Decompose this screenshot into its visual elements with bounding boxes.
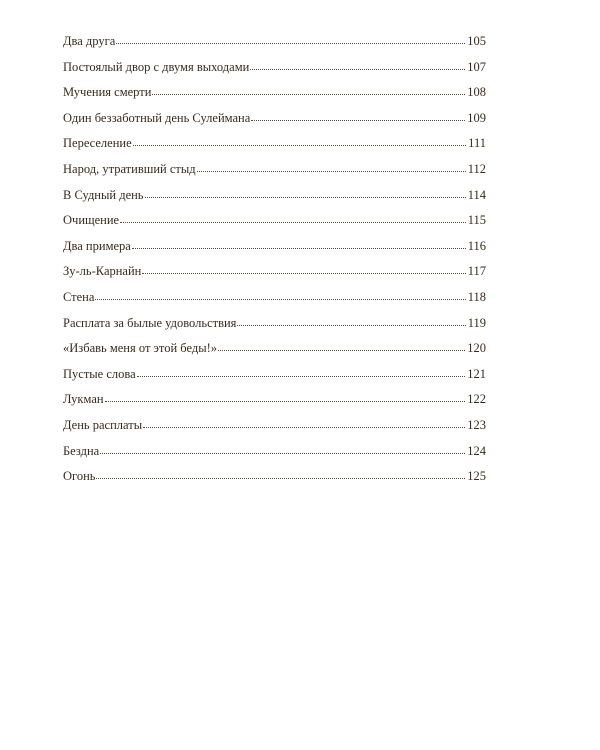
toc-entry-title: Стена	[63, 289, 95, 304]
toc-entry	[63, 59, 486, 85]
toc-entry-page-number: 111	[468, 136, 486, 151]
toc-entry-title: Два друга	[63, 34, 116, 48]
toc-entry	[63, 315, 486, 341]
toc-entry-page-number: 121	[467, 366, 486, 381]
toc-entry-page-number: 119	[467, 315, 486, 330]
toc-entry	[63, 135, 486, 161]
toc-entry	[63, 468, 486, 494]
toc-entry-title: В Судный день	[63, 187, 144, 202]
toc-entry-page-number: 125	[467, 469, 486, 484]
toc-dot-leader	[96, 468, 465, 480]
toc-dot-leader	[145, 187, 466, 199]
toc-entry-title: Лукман	[63, 392, 104, 407]
toc-entry	[63, 161, 486, 187]
toc-dot-leader	[152, 84, 465, 96]
toc-dot-leader	[143, 417, 465, 429]
toc-entry-title: Бездна	[63, 443, 100, 458]
toc-entry-page-number: 115	[467, 213, 486, 228]
toc-entry	[63, 417, 486, 443]
toc-entry-page-number: 124	[467, 443, 486, 458]
toc-entry-title: Два примера	[63, 238, 131, 253]
toc-entry-page-number: 109	[467, 110, 486, 125]
toc-entry	[63, 212, 486, 238]
toc-entry	[63, 366, 486, 392]
toc-dot-leader	[100, 443, 465, 455]
toc-entry-title: Постоялый двор с двумя выходами	[63, 59, 250, 74]
toc-entry	[63, 289, 486, 315]
toc-dot-leader	[218, 340, 465, 352]
toc-entry-title: Один беззаботный день Сулеймана	[63, 110, 251, 125]
toc-entry-title: Очищение	[63, 213, 120, 228]
toc-entry-page-number: 108	[467, 85, 486, 100]
toc-dot-leader	[137, 366, 466, 378]
toc-entry-title: Мучения смерти	[63, 85, 152, 100]
toc-entry	[63, 84, 486, 110]
toc-entry	[63, 110, 486, 136]
toc-dot-leader	[197, 161, 466, 173]
toc-entry	[63, 443, 486, 469]
toc-dot-leader	[105, 391, 466, 403]
toc-entry-page-number: 117	[467, 264, 486, 279]
toc-entry-page-number: 120	[467, 341, 486, 356]
toc-entry-page-number: 105	[467, 34, 486, 48]
toc-entry-title: Огонь	[63, 469, 96, 484]
toc-entry	[63, 33, 486, 59]
toc-dot-leader	[251, 110, 465, 122]
table-of-contents	[63, 33, 486, 494]
toc-entry-page-number: 116	[467, 238, 486, 253]
toc-entry-title: День расплаты	[63, 417, 143, 432]
toc-dot-leader	[116, 33, 465, 45]
toc-entry	[63, 187, 486, 213]
toc-entry	[63, 391, 486, 417]
toc-dot-leader	[142, 263, 465, 275]
toc-dot-leader	[133, 135, 467, 147]
toc-entry-title: Пустые слова	[63, 366, 136, 381]
toc-entry	[63, 340, 486, 366]
toc-entry-title: Расплата за былые удовольствия	[63, 315, 237, 330]
toc-entry-page-number: 107	[467, 59, 486, 74]
toc-entry	[63, 263, 486, 289]
toc-dot-leader	[120, 212, 466, 224]
toc-dot-leader	[95, 289, 465, 301]
toc-entry-page-number: 123	[467, 417, 486, 432]
toc-entry-title: «Избавь меня от этой беды!»	[63, 341, 218, 356]
toc-entry-page-number: 112	[467, 161, 486, 176]
toc-dot-leader	[237, 315, 465, 327]
toc-entry-title: Зу-ль-Карнайн	[63, 264, 142, 279]
toc-entry-page-number: 114	[467, 187, 486, 202]
toc-dot-leader	[132, 238, 466, 250]
toc-entry-title: Народ, утративший стыд	[63, 161, 196, 176]
toc-entry-page-number: 118	[467, 289, 486, 304]
toc-entry-page-number: 122	[467, 392, 486, 407]
toc-dot-leader	[250, 59, 465, 71]
toc-entry-title: Переселение	[63, 136, 132, 151]
toc-entry	[63, 238, 486, 264]
